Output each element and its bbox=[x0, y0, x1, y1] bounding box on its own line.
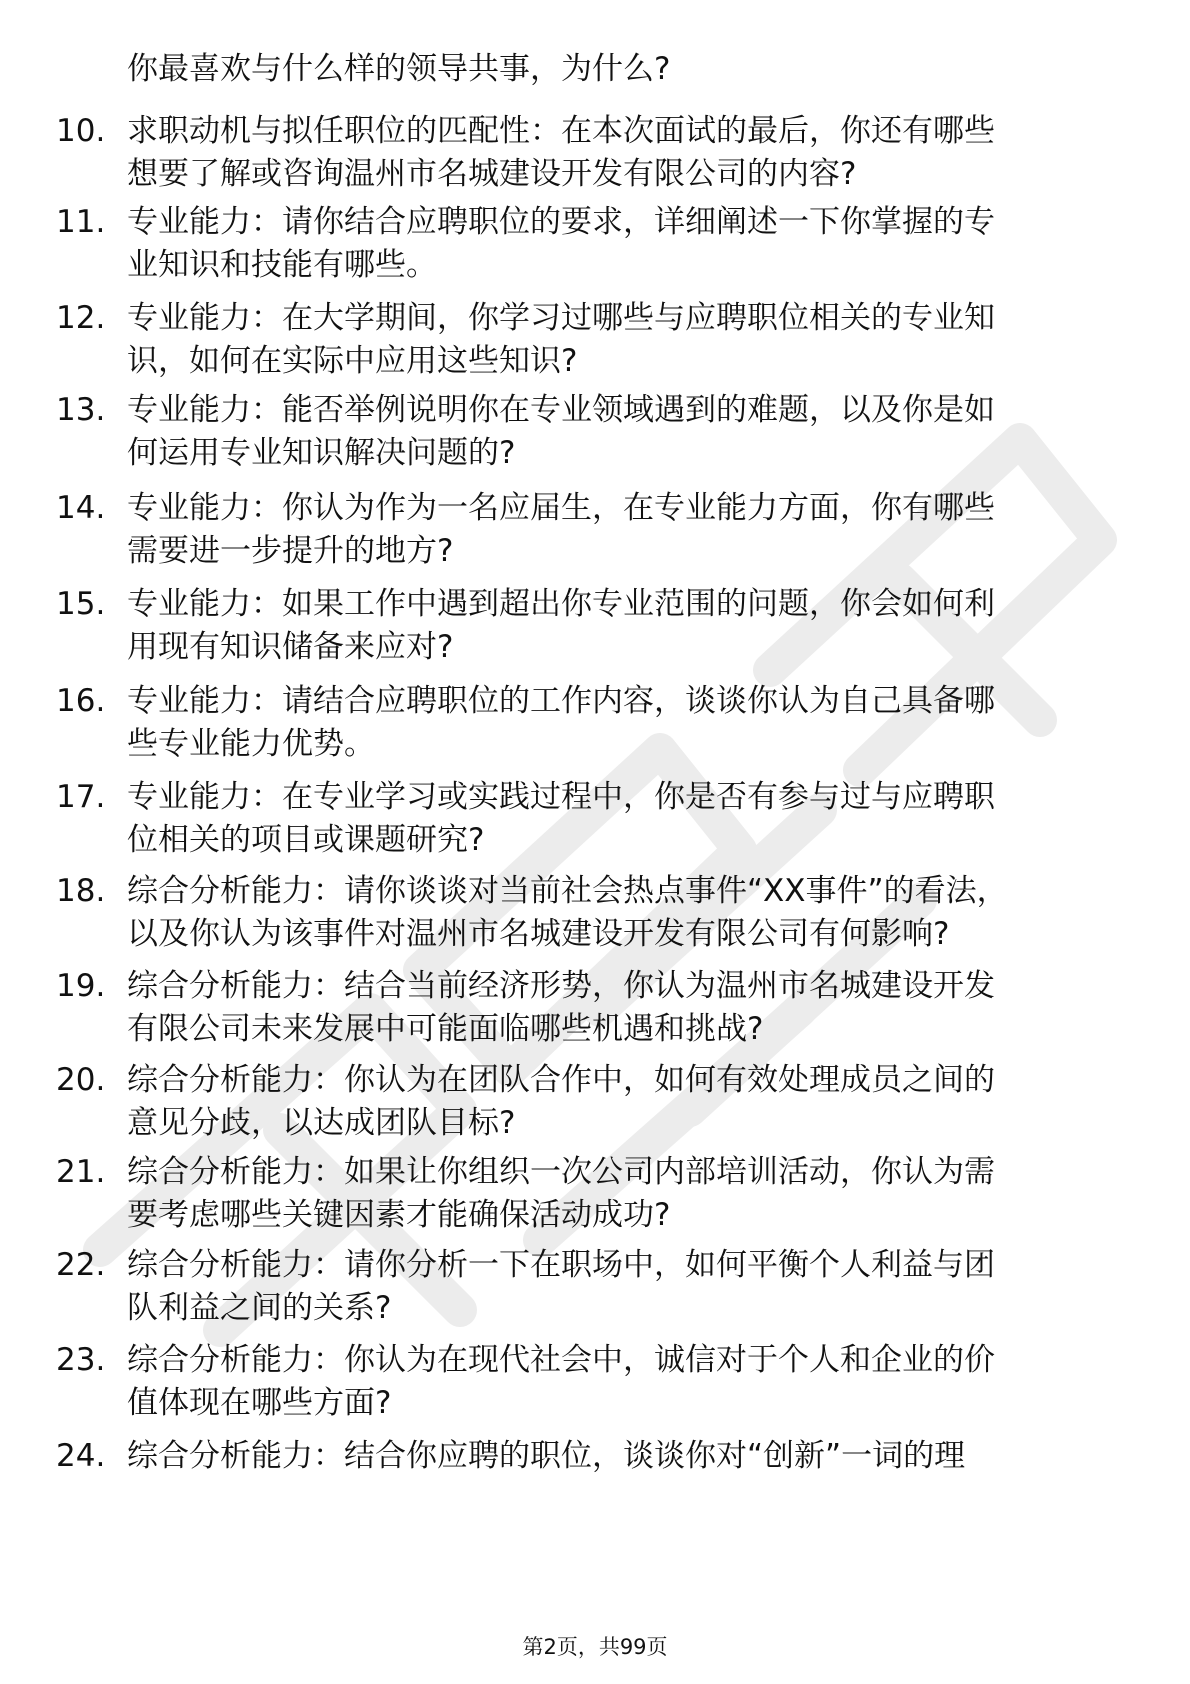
question-number: 21. bbox=[56, 1154, 106, 1190]
question-text-line: 何运用专业知识解决问题的? bbox=[127, 435, 516, 471]
question-text-line: 综合分析能力：如果让你组织一次公司内部培训活动，你认为需 bbox=[127, 1154, 995, 1190]
page-number-footer: 第2页，共99页 bbox=[522, 1635, 668, 1659]
question-text-line: 专业能力：在专业学习或实践过程中，你是否有参与过与应聘职 bbox=[127, 779, 995, 815]
question-text-line: 位相关的项目或课题研究? bbox=[127, 822, 485, 858]
question-text-line: 专业能力：在大学期间，你学习过哪些与应聘职位相关的专业知 bbox=[127, 300, 995, 336]
question-text-line: 综合分析能力：你认为在团队合作中，如何有效处理成员之间的 bbox=[127, 1062, 995, 1098]
question-number: 11. bbox=[56, 204, 106, 240]
question-text-line: 专业能力：请结合应聘职位的工作内容，谈谈你认为自己具备哪 bbox=[127, 683, 995, 719]
question-text-line: 专业能力：能否举例说明你在专业领域遇到的难题，以及你是如 bbox=[127, 392, 995, 428]
question-number: 14. bbox=[56, 490, 106, 526]
question-number: 12. bbox=[56, 300, 106, 336]
question-text-line: 识，如何在实际中应用这些知识? bbox=[127, 343, 578, 379]
question-text-line: 些专业能力优势。 bbox=[127, 726, 375, 762]
question-text-line: 需要进一步提升的地方? bbox=[127, 533, 454, 569]
question-text-line: 有限公司未来发展中可能面临哪些机遇和挑战? bbox=[127, 1011, 764, 1047]
question-text-line: 想要了解或咨询温州市名城建设开发有限公司的内容? bbox=[127, 156, 857, 192]
question-text-line: 队利益之间的关系? bbox=[127, 1290, 392, 1326]
question-text-line: 以及你认为该事件对温州市名城建设开发有限公司有何影响? bbox=[127, 916, 950, 952]
question-number: 23. bbox=[56, 1342, 106, 1378]
question-number: 20. bbox=[56, 1062, 106, 1098]
question-text-line: 求职动机与拟任职位的匹配性：在本次面试的最后，你还有哪些 bbox=[127, 113, 995, 149]
question-number: 22. bbox=[56, 1247, 106, 1283]
question-text-line: 专业能力：如果工作中遇到超出你专业范围的问题，你会如何利 bbox=[127, 586, 995, 622]
question-text-line: 用现有知识储备来应对? bbox=[127, 629, 454, 665]
question-text-line: 综合分析能力：你认为在现代社会中，诚信对于个人和企业的价 bbox=[127, 1342, 995, 1378]
question-text-line: 综合分析能力：请你谈谈对当前社会热点事件“XX事件”的看法， bbox=[127, 873, 1008, 909]
question-number: 13. bbox=[56, 392, 106, 428]
question-number: 24. bbox=[56, 1438, 106, 1474]
question-text-line: 要考虑哪些关键因素才能确保活动成功? bbox=[127, 1197, 671, 1233]
question-number: 19. bbox=[56, 968, 106, 1004]
question-text-line: 综合分析能力：结合当前经济形势，你认为温州市名城建设开发 bbox=[127, 968, 995, 1004]
question-text-line: 综合分析能力：结合你应聘的职位，谈谈你对“创新”一词的理 bbox=[127, 1438, 966, 1474]
question-text-line: 综合分析能力：请你分析一下在职场中，如何平衡个人利益与团 bbox=[127, 1247, 995, 1283]
question-number: 10. bbox=[56, 113, 106, 149]
question-number: 16. bbox=[56, 683, 106, 719]
question-continuation-line: 你最喜欢与什么样的领导共事，为什么? bbox=[127, 51, 671, 87]
question-number: 15. bbox=[56, 586, 106, 622]
question-number: 17. bbox=[56, 779, 106, 815]
question-text-line: 专业能力：你认为作为一名应届生，在专业能力方面，你有哪些 bbox=[127, 490, 995, 526]
question-text-line: 专业能力：请你结合应聘职位的要求，详细阐述一下你掌握的专 bbox=[127, 204, 995, 240]
question-text-line: 意见分歧，以达成团队目标? bbox=[127, 1105, 516, 1141]
question-text-line: 值体现在哪些方面? bbox=[127, 1385, 392, 1421]
question-number: 18. bbox=[56, 873, 106, 909]
question-text-line: 业知识和技能有哪些。 bbox=[127, 247, 437, 283]
